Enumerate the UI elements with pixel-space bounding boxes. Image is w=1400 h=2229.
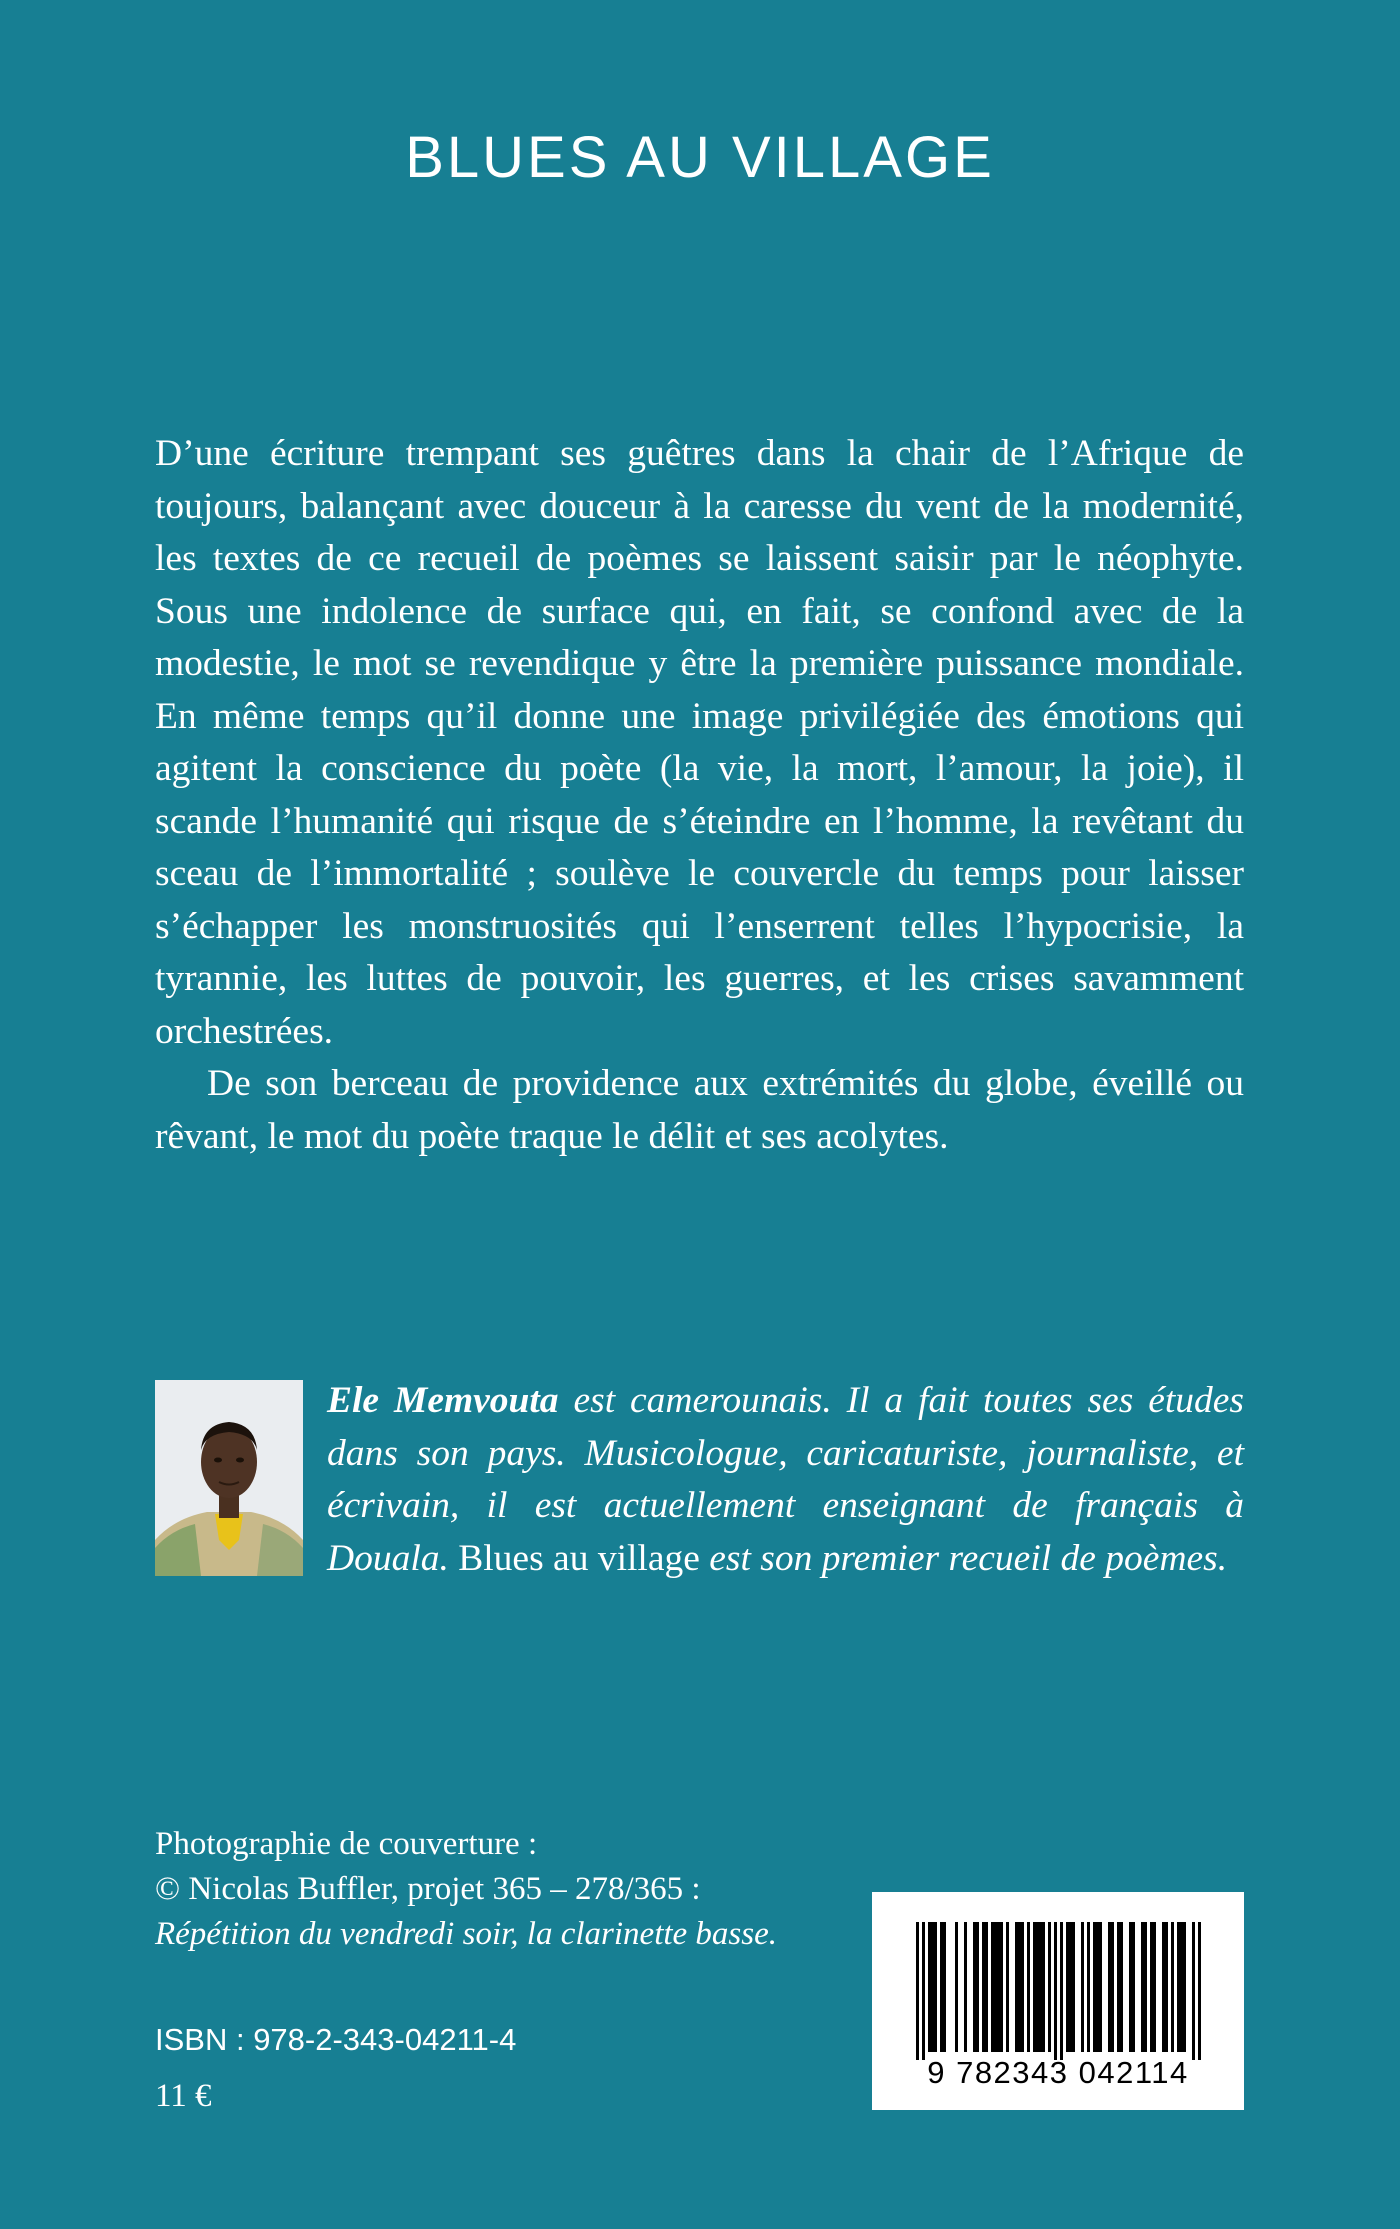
barcode-bar	[922, 1922, 925, 2060]
barcode-bar	[1060, 1922, 1063, 2060]
barcode-bar	[1162, 1922, 1165, 2052]
barcode-bar	[1096, 1922, 1099, 2052]
author-bio-book-title: Blues au village	[458, 1537, 700, 1579]
barcode-bar	[955, 1922, 958, 2052]
barcode-bar	[1177, 1922, 1180, 2052]
barcode-bar	[1198, 1922, 1201, 2060]
barcode-bar	[1000, 1922, 1003, 2052]
author-photo	[155, 1380, 303, 1576]
barcode-bar	[994, 1922, 997, 2052]
book-title: BLUES AU VILLAGE	[405, 125, 995, 190]
barcode-bar	[940, 1922, 943, 2052]
isbn: ISBN : 978-2-343-04211-4	[155, 2022, 517, 2057]
barcode-bar	[916, 1922, 919, 2060]
barcode-bar	[1129, 1922, 1132, 2052]
barcode-bar	[1153, 1922, 1156, 2052]
barcode-bar	[1132, 1922, 1135, 2052]
barcode-bar	[1150, 1922, 1153, 2052]
barcode-bar	[1039, 1922, 1042, 2052]
barcode-bar	[1180, 1922, 1183, 2052]
barcode-bar	[1018, 1922, 1021, 2052]
barcode-bar	[1171, 1922, 1174, 2052]
author-name: Ele Memvouta	[327, 1380, 559, 1421]
barcode-bar	[964, 1922, 967, 2052]
barcode-bar	[1033, 1922, 1036, 2052]
barcode-bar	[1120, 1922, 1123, 2052]
barcode-bar	[1015, 1922, 1018, 2052]
barcode-bar	[943, 1922, 946, 2052]
credits-line-3: Répétition du vendredi soir, la clarinette basse.	[155, 1916, 778, 1952]
back-cover-blurb	[155, 428, 1244, 1163]
barcode-bar	[1144, 1922, 1147, 2052]
author-bio-text-2: est son premier recueil de poèmes.	[699, 1537, 1228, 1579]
barcode-bar	[1042, 1922, 1045, 2052]
barcode-bar	[1006, 1922, 1009, 2052]
barcode-bar	[934, 1922, 937, 2052]
barcode-bar	[931, 1922, 934, 2052]
blurb-paragraph-1: D’une écriture trempant ses guêtres dans la chair de l’Afrique de toujours, balançant avec douceur à la caresse du vent de la modernité, les textes de ce recueil de poèmes se laissent saisir par le néophyte. Sous une indolence de surface qui, en fait, se confond avec de la modestie, le mot se revendique y être la première puissance mondiale. En même temps qu’il donne une image privilégiée des émotions qui agitent la conscience du poète (la vie, la mort, l’amour, la joie), il scande l’humanité qui risque de s’éteindre en l’homme, la revêtant du sceau de l’immortalité ; soulève le couvercle du temps pour laisser s’échapper les monstruosités qui l’enserrent telles l’hypocrisie, la tyrannie, les luttes de pouvoir, les guerres, et les crises savamment orchestrées.	[155, 433, 1244, 1052]
barcode-bar	[1081, 1922, 1084, 2052]
barcode-bar	[991, 1922, 994, 2052]
barcode-bar	[1054, 1922, 1057, 2060]
barcode-bar	[1192, 1922, 1195, 2060]
barcode-bar	[1117, 1922, 1120, 2052]
barcode-bar	[1111, 1922, 1114, 2052]
barcode-bar	[973, 1922, 976, 2052]
barcode-bar	[1141, 1922, 1144, 2052]
author-bio	[327, 1375, 1244, 1585]
author-section	[155, 1380, 1244, 1580]
barcode-bar	[1165, 1922, 1168, 2052]
barcode-bar	[976, 1922, 979, 2052]
price: 11 €	[155, 2078, 212, 2114]
barcode-bar	[982, 1922, 985, 2052]
barcode-bar	[1099, 1922, 1102, 2052]
credits-line-2: © Nicolas Buffler, projet 365 – 278/365 :	[155, 1871, 701, 1907]
barcode-bar	[1087, 1922, 1090, 2052]
barcode-bar	[928, 1922, 931, 2052]
barcode-bar	[1036, 1922, 1039, 2052]
barcode-bar	[1027, 1922, 1030, 2052]
author-bio-text-1: est camerounais. Il a fait toutes ses études dans son pays. Musicologue, caricaturiste, journaliste, et écrivain, il est actuellement enseignant de français à Douala.	[327, 1380, 1244, 1579]
barcode-bar	[1108, 1922, 1111, 2052]
barcode-bar	[1021, 1922, 1024, 2052]
barcode-bar	[1183, 1922, 1186, 2052]
barcode-bar	[1072, 1922, 1075, 2052]
cover-photo-credits	[155, 1822, 855, 1957]
credits-line-1: Photographie de couverture :	[155, 1826, 538, 1862]
barcode-bar	[1048, 1922, 1051, 2052]
barcode-bar	[1069, 1922, 1072, 2052]
barcode-box	[872, 1892, 1244, 2110]
barcode-bar	[1093, 1922, 1096, 2052]
barcode-bar	[1066, 1922, 1069, 2052]
author-portrait-image	[155, 1380, 303, 1576]
barcode-bar	[997, 1922, 1000, 2052]
barcode-digits: 9 782343 042114	[927, 2055, 1189, 2090]
blurb-paragraph-2: De son berceau de providence aux extrémités du globe, éveillé ou rêvant, le mot du poète traque le délit et ses acolytes.	[155, 1063, 1244, 1157]
barcode-bar	[985, 1922, 988, 2052]
